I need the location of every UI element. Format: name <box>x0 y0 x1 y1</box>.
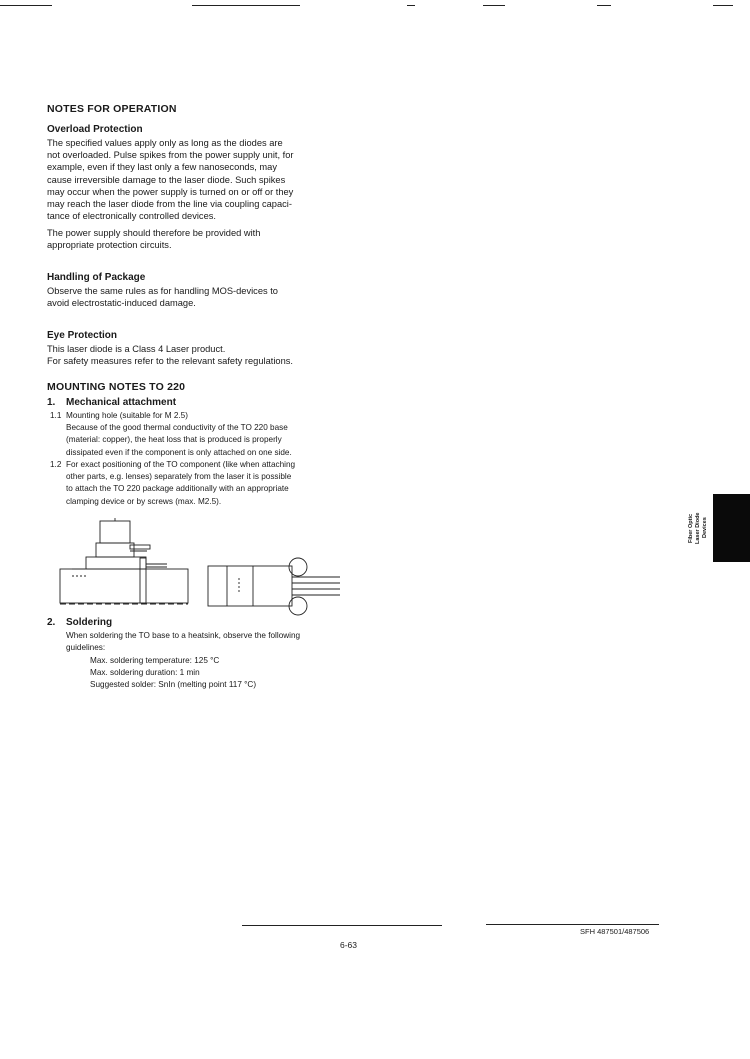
top-edge-rule <box>597 5 611 6</box>
top-edge-rule <box>713 5 733 6</box>
footer-rule-right <box>486 924 659 925</box>
top-edge-rule <box>192 5 300 6</box>
solder-number: 2. <box>47 617 56 628</box>
solder-intro: When soldering the TO base to a heatsink, observe the following guidelines: <box>66 631 301 653</box>
eye-heading: Eye Protection <box>47 330 118 341</box>
overload-heading: Overload Protection <box>47 124 143 135</box>
mech-number: 1. <box>47 397 56 408</box>
mounting-title: MOUNTING NOTES TO 220 <box>47 381 186 393</box>
mech-heading: Mechanical attachment <box>66 397 177 408</box>
page-number: 6-63 <box>340 940 358 950</box>
footer-rule-left <box>242 925 442 926</box>
eye-text: This laser diode is a Class 4 Laser product. For safety measures refer to the relevant safety regulations. <box>47 344 293 367</box>
solder-guideline: Max. soldering temperature: 125 °C <box>90 656 220 665</box>
top-edge-rule <box>0 5 52 6</box>
mounting-side-view-drawing <box>52 518 197 610</box>
section-tab-line: Fiber Optic <box>688 513 694 543</box>
handling-text: Observe the same rules as for handling MOS-devices to avoid electrostatic-induced damage. <box>47 286 278 309</box>
mech-item-text: For exact positioning of the TO component (like when attaching other parts, e.g. lenses) separately from the laser it is possible to attach the TO 220 package additionally with an appropriate clamping device or by screws (max. M2.5). <box>66 460 296 506</box>
top-edge-rule <box>483 5 505 6</box>
section-tab-line: Laser Diode <box>695 512 701 544</box>
mounting-top-view-drawing <box>205 556 340 618</box>
solder-heading: Soldering <box>66 617 113 628</box>
solder-guideline: Max. soldering duration: 1 min <box>90 668 200 677</box>
document-number: SFH 487501/487506 <box>580 927 650 936</box>
mech-item-text: Mounting hole (suitable for M 2.5) Because of the good thermal conductivity of the TO 220 base (material: copper), the heat loss that is produced is properly dissipated even if the component is only attached on one side. <box>66 411 292 457</box>
mech-item-number: 1.2 <box>50 460 62 469</box>
notes-title: NOTES FOR OPERATION <box>47 103 177 115</box>
overload-paragraph: The specified values apply only as long as the diodes are not overloaded. Pulse spikes from the power supply unit, for example, even if they last only a few nanoseconds, may cause irreversible damage to the laser diode. Such spikes may occur when the power supply is turned on or off or they may reach the laser diode from the line via coupling capaci- tance of electronically controlled devices. <box>47 138 294 222</box>
section-tab-label <box>688 498 710 558</box>
section-tab <box>713 494 750 562</box>
section-tab-line: Devices <box>702 517 708 539</box>
mech-item-number: 1.1 <box>50 411 62 420</box>
handling-heading: Handling of Package <box>47 272 146 283</box>
top-edge-rule <box>407 5 415 6</box>
overload-paragraph-2: The power supply should therefore be provided with appropriate protection circuits. <box>47 228 261 251</box>
solder-guideline: Suggested solder: SnIn (melting point 117 °C) <box>90 680 257 689</box>
